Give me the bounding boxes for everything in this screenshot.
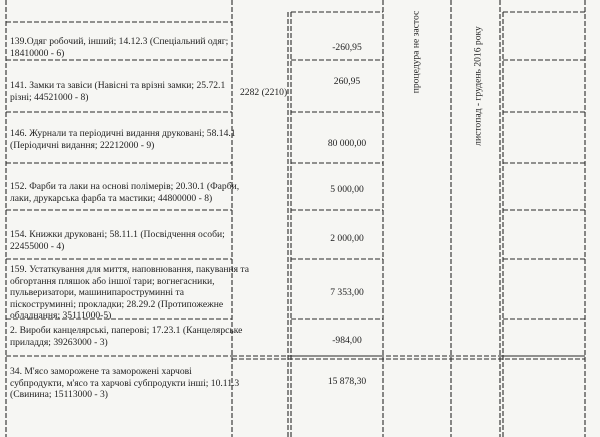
- row-7-description: 2. Вироби канцелярські, паперові; 17.23.1 (Канцелярське приладдя; 39263000 - 3): [10, 325, 243, 348]
- row-8-description: 34. М'ясо заморожене та заморожені харчові субпродукти, м'ясо та харчові субпродукти інші; 10.11.3 (Свинина; 15113000 - 3): [10, 366, 240, 400]
- row-4-amount: 5 000,00: [330, 184, 364, 195]
- row-2-amount: 260,95: [333, 76, 361, 87]
- row-6-amount: 7 353,00: [330, 287, 364, 298]
- row-6-description: 159. Устаткування для миття, наповнювання, пакування та обгортання пляшок або іншої тари; вогнегасники, пульверизатори, машинипароструминні та піскоструминні; прокладки; 28.29.2 (Протипожежне обладнання; 35111000-5): [10, 264, 250, 321]
- row-4-description: 152. Фарби та лаки на основі полімерів; 20.30.1 (Фарби, лаки, друкарська фарба та мастики; 44800000 - 8): [10, 181, 240, 204]
- row-8-amount: 15 878,30: [327, 376, 367, 387]
- period-vertical-text: листопад - грудень 2016 року: [472, 26, 484, 146]
- row-1-description: 139.Одяг робочий, інший; 14.12.3 (Спеціальний одяг; 18410000 - 6): [10, 36, 229, 59]
- row-7-amount: -984,00: [332, 335, 362, 346]
- kekv-code: 2282 (2210): [240, 87, 288, 98]
- procedure-vertical-text: процедура не застос: [410, 10, 422, 94]
- row-1-amount: -260,95: [332, 42, 362, 53]
- row-2-description: 141. Замки та завіси (Навісні та врізні замки; 25.72.1 різні; 44521000 - 8): [10, 80, 226, 103]
- row-3-description: 146. Журнали та періодичні видання друковані; 58.14.1 (Періодичні видання; 22212000 - 9): [10, 128, 236, 151]
- row-5-description: 154. Книжки друковані; 58.11.1 (Посвідчення особи; 22455000 - 4): [10, 229, 225, 252]
- row-5-amount: 2 000,00: [330, 233, 364, 244]
- row-3-amount: 80 000,00: [327, 138, 367, 149]
